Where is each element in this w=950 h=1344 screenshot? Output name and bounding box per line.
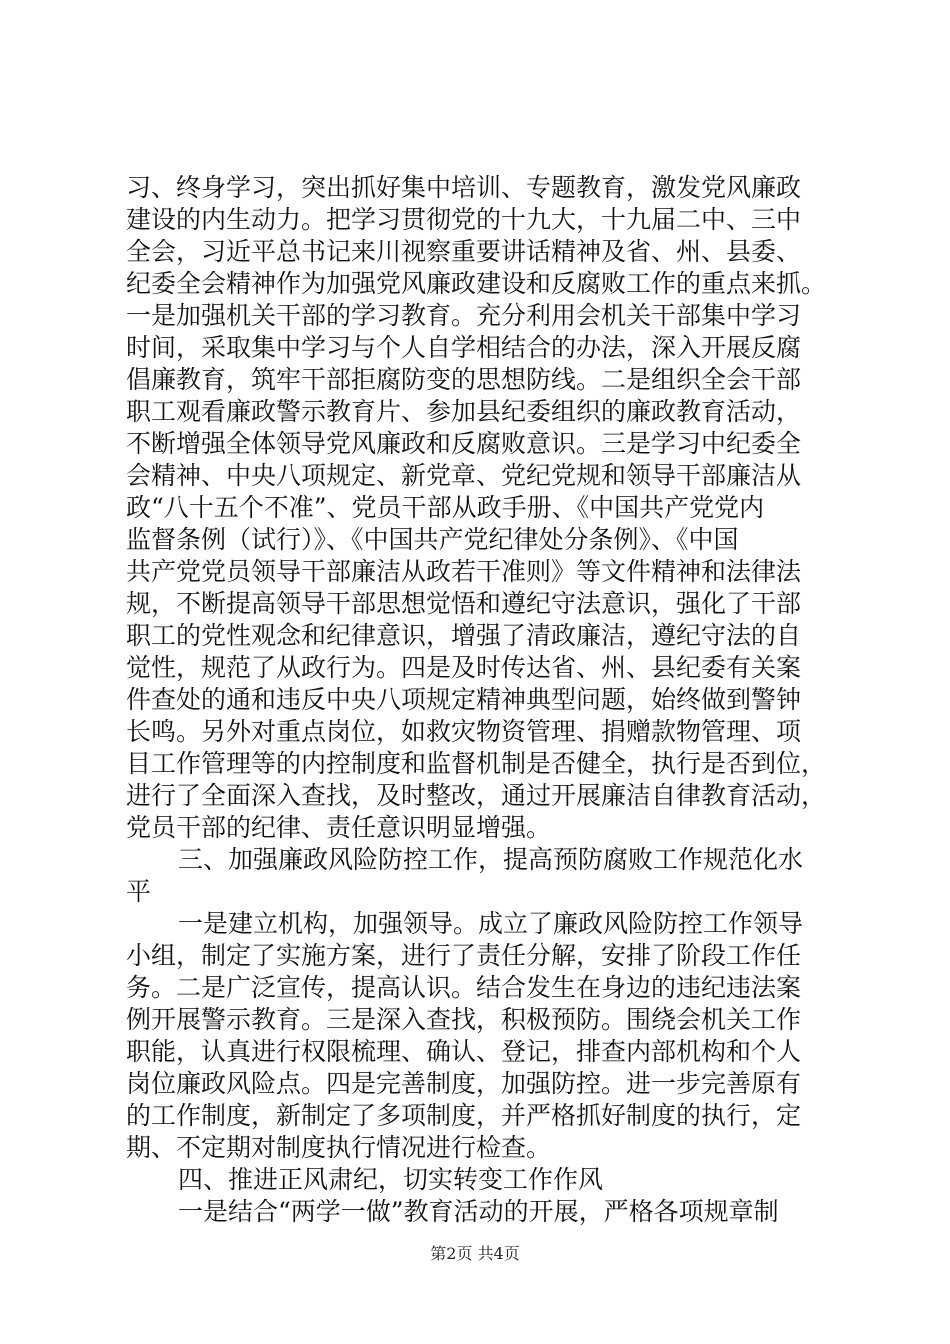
section-heading-continuation: 平 bbox=[126, 877, 152, 906]
text-line: 监督条例（试行）》、《中国共产党纪律处分条例》、《中国 bbox=[126, 525, 739, 554]
text-line: 例开展警示教育。三是深入查找，积极预防。围绕会机关工作 bbox=[126, 1005, 802, 1034]
paragraph-start: 一是建立机构，加强领导。成立了廉政风险防控工作领导 bbox=[178, 909, 804, 938]
text-line: 件查处的通和违反中央八项规定精神典型问题，始终做到警钟 bbox=[126, 685, 802, 714]
text-line: 目工作管理等的内控制度和监督机制是否健全，执行是否到位， bbox=[126, 749, 827, 778]
text-line: 政“八十五个不准”、党员干部从政手册、《中国共产党党内 bbox=[126, 493, 765, 522]
section-heading: 三、加强廉政风险防控工作，提高预防腐败工作规范化水 bbox=[178, 845, 804, 874]
text-line: 职能，认真进行权限梳理、确认、登记，排查内部机构和个人 bbox=[126, 1037, 802, 1066]
text-line: 的工作制度，新制定了多项制度，并严格抓好制度的执行，定 bbox=[126, 1101, 802, 1130]
text-line: 共产党党员领导干部廉洁从政若干准则》等文件精神和法律法 bbox=[126, 557, 802, 586]
text-line: 务。二是广泛宣传，提高认识。结合发生在身边的违纪违法案 bbox=[126, 973, 802, 1002]
text-line: 倡廉教育，筑牢干部拒腐防变的思想防线。二是组织全会干部 bbox=[126, 365, 802, 394]
page-number-footer: 第2页 共4页 bbox=[430, 1244, 520, 1263]
text-line: 小组，制定了实施方案，进行了责任分解，安排了阶段工作任 bbox=[126, 941, 802, 970]
text-line: 党员干部的纪律、责任意识明显增强。 bbox=[126, 813, 552, 842]
text-line: 会精神、中央八项规定、新党章、党纪党规和领导干部廉洁从 bbox=[126, 461, 802, 490]
text-line: 全会，习近平总书记来川视察重要讲话精神及省、州、县委、 bbox=[126, 237, 802, 266]
text-line: 不断增强全体领导党风廉政和反腐败意识。三是学习中纪委全 bbox=[126, 429, 802, 458]
section-heading: 四、推进正风肃纪，切实转变工作作风 bbox=[178, 1165, 604, 1194]
text-line: 一是加强机关干部的学习教育。充分利用会机关干部集中学习 bbox=[126, 301, 802, 330]
text-line: 纪委全会精神作为加强党风廉政建设和反腐败工作的重点来抓。 bbox=[126, 269, 827, 298]
text-line: 建设的内生动力。把学习贯彻党的十九大，十九届二中、三中 bbox=[126, 205, 802, 234]
text-line: 岗位廉政风险点。四是完善制度，加强防控。进一步完善原有 bbox=[126, 1069, 802, 1098]
text-line: 时间，采取集中学习与个人自学相结合的办法，深入开展反腐 bbox=[126, 333, 802, 362]
text-line: 进行了全面深入查找，及时整改，通过开展廉洁自律教育活动， bbox=[126, 781, 827, 810]
paragraph-start: 一是结合“两学一做”教育活动的开展，严格各项规章制 bbox=[178, 1197, 779, 1226]
text-line: 习、终身学习，突出抓好集中培训、专题教育，激发党风廉政 bbox=[126, 173, 802, 202]
text-line: 规，不断提高领导干部思想觉悟和遵纪守法意识，强化了干部 bbox=[126, 589, 802, 618]
text-line: 职工的党性观念和纪律意识，增强了清政廉洁，遵纪守法的自 bbox=[126, 621, 802, 650]
text-line: 职工观看廉政警示教育片、参加县纪委组织的廉政教育活动， bbox=[126, 397, 802, 426]
text-line: 期、不定期对制度执行情况进行检查。 bbox=[126, 1133, 552, 1162]
document-body bbox=[126, 172, 838, 1228]
text-line: 觉性，规范了从政行为。四是及时传达省、州、县纪委有关案 bbox=[126, 653, 802, 682]
text-line: 长鸣。另外对重点岗位，如救灾物资管理、捐赠款物管理、项 bbox=[126, 717, 802, 746]
